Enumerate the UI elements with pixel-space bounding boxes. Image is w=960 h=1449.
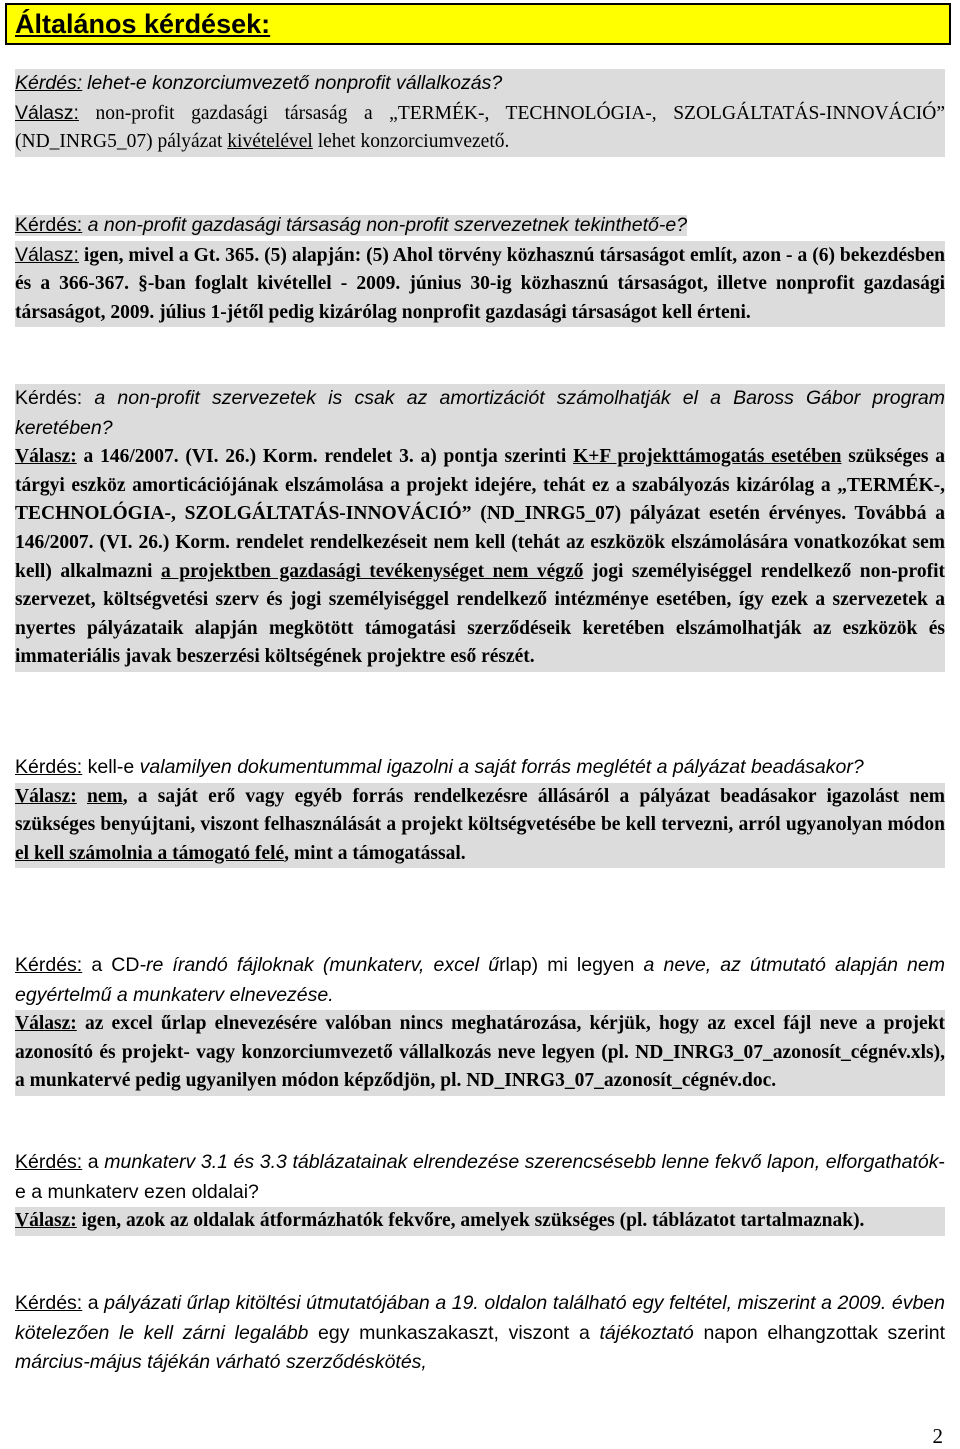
answer-6 <box>15 1207 945 1236</box>
question-label: Kérdés: <box>15 954 83 976</box>
answer-text: , a saját erő vagy egyéb forrás rendelkezésre állásáról a pályázat beadásakor igazolást nem szükséges benyújtani, viszont felhasználását a projekt költségvetésébe be kell tervezni, arról ugyanolyan módon <box>15 785 945 836</box>
answer-4 <box>15 783 945 869</box>
answer-3 <box>15 443 945 672</box>
question-text-3: egy munkaszakaszt, viszont a <box>308 1321 590 1344</box>
answer-text: igen, azok az oldalak átformázhatók fekvőre, amelyek szükséges (pl. táblázatot tartalmaznak). <box>76 1210 865 1232</box>
question-7 <box>15 1289 945 1378</box>
question-text: a CD <box>82 954 140 976</box>
answer-5 <box>15 1010 945 1096</box>
question-text: a <box>82 1292 99 1314</box>
question-text: a non-profit szervezetek is csak az amortizációt számolhatják el a Baross Gábor program keretében? <box>15 387 945 439</box>
answer-text: a 146/2007. (VI. 26.) Korm. rendelet 3. a) pontja szerinti <box>76 446 574 468</box>
question-4 <box>15 753 945 783</box>
answer-emphasis: kivételével <box>227 131 313 153</box>
answer-text-end: lehet konzorciumvezető. <box>312 131 510 153</box>
section-header <box>5 3 951 45</box>
qa-block-3 <box>15 384 945 672</box>
answer-text: non-profit gazdasági társaság a „TERMÉK-, TECHNOLÓGIA-, SZOLGÁLTATÁS-INNOVÁCIÓ” (ND_INRG5_07) pályázat <box>15 102 945 153</box>
question-6 <box>15 1148 945 1207</box>
qa-block-7 <box>15 1289 945 1378</box>
answer-label: Válasz: <box>15 101 79 124</box>
question-text-2: munkaterv 3.1 és 3.3 táblázatainak elrendezése szerencsésebb lenne fekvő lapon, elforgathatók <box>98 1151 939 1173</box>
question-label: Kérdés: <box>15 72 83 94</box>
question-text-3: -e a munkaterv ezen oldalai? <box>15 1151 945 1203</box>
question-label: Kérdés: <box>15 1292 83 1314</box>
qa-block-2 <box>15 211 945 327</box>
question-5 <box>15 951 945 1010</box>
question-label: Kérdés: <box>15 387 83 409</box>
answer-label: Válasz: <box>15 446 77 468</box>
answer-text: az excel űrlap elnevezésére valóban nincs meghatározása, kérjük, hogy az excel fájl neve a projekt azonosító és projekt- vagy konzorciumvezető vállalkozás neve legyen (pl. ND_INRG3_07_azonosít_cégnév.xls), a munkatervé pedig ugyanilyen módon képződjön, pl. ND_INRG3_07_azonosít_cégnév.doc. <box>15 1013 945 1092</box>
answer-2 <box>15 241 945 328</box>
question-text-4: mi legyen <box>538 954 635 976</box>
answer-text-2: , mint a támogatással. <box>284 842 466 864</box>
question-text: a <box>82 1151 99 1173</box>
question-text-4: tájékoztató <box>589 1321 694 1344</box>
question-text-2: -re írandó fájloknak (munkaterv, excel ű <box>139 954 500 976</box>
question-label: Kérdés: <box>15 756 83 778</box>
question-label: Kérdés: <box>15 1151 83 1173</box>
qa-block-5 <box>15 951 945 1096</box>
question-text: kell-e <box>82 756 135 778</box>
qa-block-1 <box>15 69 945 157</box>
question-2 <box>15 215 687 236</box>
answer-emphasis-2: a projektben gazdasági tevékenységet nem végző <box>160 560 584 582</box>
question-text-5: napon elhangzottak szerint <box>693 1321 945 1344</box>
answer-label: Válasz: <box>15 1210 77 1232</box>
question-text-5: a neve, az útmutató alapján nem egyértelmű a munkaterv elnevezése. <box>15 954 945 1006</box>
page-number: 2 <box>932 1424 943 1448</box>
question-text: a non-profit gazdasági társaság non-profit szervezetnek tekinthető-e? <box>82 214 688 236</box>
qa-block-6 <box>15 1148 945 1236</box>
answer-text: igen, mivel a Gt. 365. (5) alapján: (5) Ahol törvény közhasznú társaságot említ, azon - a (6) bekezdésben és a 366-367. §-ban foglalt kivétellel - 2009. június 30-ig közhasznú társaságot, illetve nonprofit gazdasági társaságot, 2009. július 1-jétől pedig kizárólag nonprofit gazdasági társaságot kell érteni. <box>15 244 945 323</box>
question-text-2: pályázati űrlap kitöltési útmutatójában a 19. oldalon található egy feltétel, miszerint a 2009. évben kötelezően le kell zárni legalább <box>15 1292 945 1344</box>
answer-1 <box>15 99 945 157</box>
qa-block-4 <box>15 753 945 868</box>
answer-label: Válasz: <box>15 785 77 807</box>
section-title: Általános kérdések: <box>15 9 271 39</box>
question-1 <box>15 69 945 99</box>
answer-emphasis-1: K+F projekttámogatás esetében <box>573 446 842 468</box>
question-text: lehet-e konzorciumvezető nonprofit vállalkozás? <box>87 72 503 94</box>
question-3 <box>15 384 945 443</box>
question-text-2: valamilyen dokumentummal igazolni a saját forrás meglétét a pályázat beadásakor? <box>134 756 864 778</box>
answer-emphasis-2: el kell számolnia a támogató felé <box>15 842 285 864</box>
answer-label: Válasz: <box>15 1013 77 1035</box>
answer-text-3: jogi személyiséggel rendelkező non-profit szervezet, költségvetési szerv és jogi személyiséggel rendelkező intézménye esetében, így ezek a szervezetek a nyertes pályázataik alapján megkötött támogatási szerződéseik keretében elszámolhatják az eszközök és immateriális javak beszerzési költségének projektre eső részét. <box>15 560 945 668</box>
answer-label: Válasz: <box>15 243 79 266</box>
answer-emphasis-1: nem <box>86 785 123 807</box>
question-text-6: március-május tájékán várható szerződéskötés, <box>15 1351 427 1374</box>
question-text-3: rlap) <box>499 954 539 976</box>
answer-text-2: szükséges a tárgyi eszköz amorticációjának elszámolása a projekt idejére, tehát ez a szabályozás kizárólag a „TERMÉK-, TECHNOLÓGIA-, SZOLGÁLTATÁS-INNOVÁCIÓ” (ND_INRG5_07) pályázat esetén érvényes. Továbbá a 146/2007. (VI. 26.) Korm. rendelet rendelkezéseit nem kell (tehát az eszközök elszámolására vonatkozókat sem kell) alkalmazni <box>15 446 945 582</box>
question-label: Kérdés: <box>15 214 83 236</box>
